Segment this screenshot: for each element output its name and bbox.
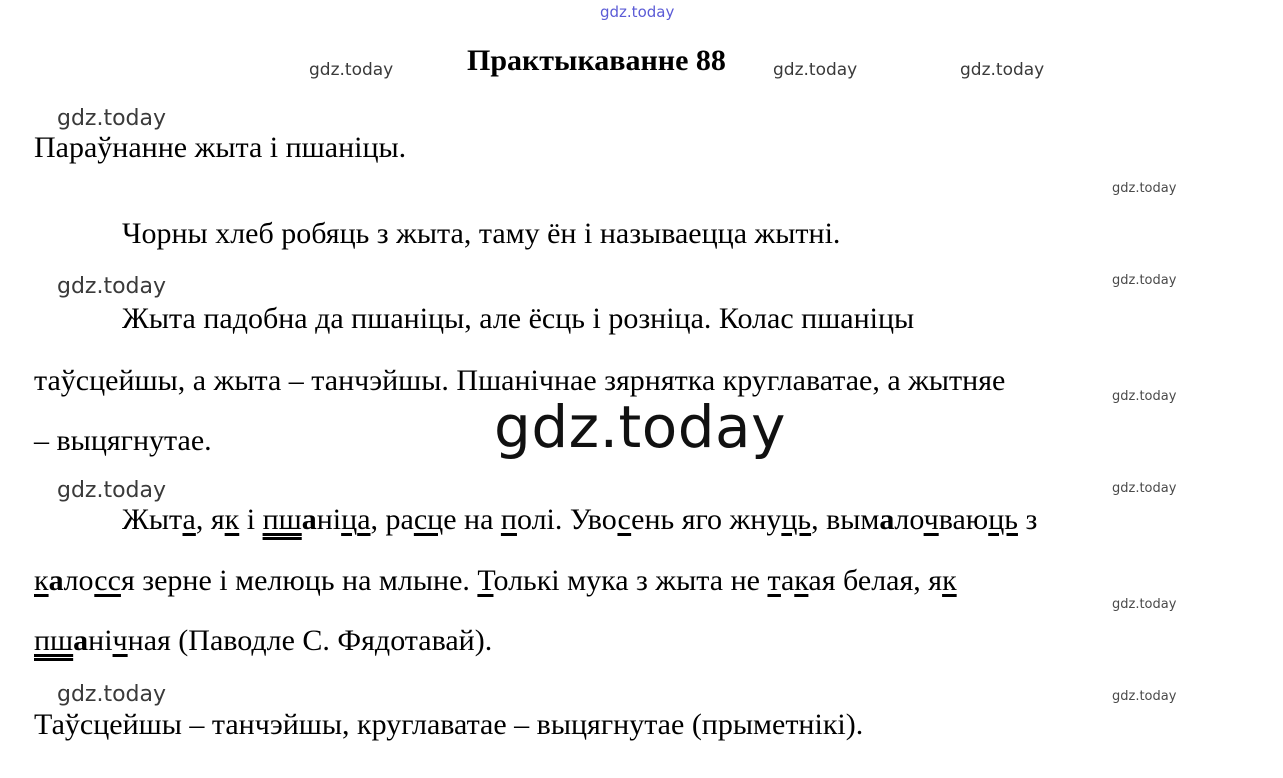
paragraph-3-line-2: калосся зерне і мелюць на млыне. Толькі мука з жыта не такая белая, як xyxy=(34,564,957,597)
watermark-header-left: gdz.today xyxy=(309,60,394,80)
paragraph-3-line-1: Жыта, як і пшаніца, расце на полі. Увосень яго жнуць, вымалочваюць з xyxy=(122,503,1038,536)
watermark-header-mid: gdz.today xyxy=(773,60,858,80)
paragraph-2-line-3: – выцягнутае. xyxy=(34,424,212,457)
paragraph-1: Чорны хлеб робяць з жыта, таму ён і называецца жытні. xyxy=(122,217,841,250)
intro-line: Параўнанне жыта і пшаніцы. xyxy=(34,131,407,164)
watermark-left: gdz.today xyxy=(57,478,167,503)
watermark-left: gdz.today xyxy=(57,682,167,707)
watermark-top: gdz.today xyxy=(600,3,675,21)
watermark-side: gdz.today xyxy=(1112,273,1177,288)
watermark-big: gdz.today xyxy=(494,393,786,461)
watermark-side: gdz.today xyxy=(1112,689,1177,704)
paragraph-2-line-2: таўсцейшы, а жыта – танчэйшы. Пшанічнае зярнятка круглаватае, а жытняе xyxy=(34,364,1006,397)
watermark-left: gdz.today xyxy=(57,106,167,131)
watermark-left: gdz.today xyxy=(57,274,167,299)
page-title: Практыкаванне 88 xyxy=(467,44,726,77)
watermark-side: gdz.today xyxy=(1112,481,1177,496)
conclusion-line: Таўсцейшы – танчэйшы, круглаватае – выцягнутае (прыметнікі). xyxy=(34,708,864,741)
watermark-side: gdz.today xyxy=(1112,181,1177,196)
watermark-side: gdz.today xyxy=(1112,389,1177,404)
paragraph-2-line-1: Жыта падобна да пшаніцы, але ёсць і розніца. Колас пшаніцы xyxy=(122,302,915,335)
watermark-header-right: gdz.today xyxy=(960,60,1045,80)
paragraph-3-line-3: пшанічная (Паводле С. Фядотавай). xyxy=(34,624,493,657)
watermark-side: gdz.today xyxy=(1112,597,1177,612)
